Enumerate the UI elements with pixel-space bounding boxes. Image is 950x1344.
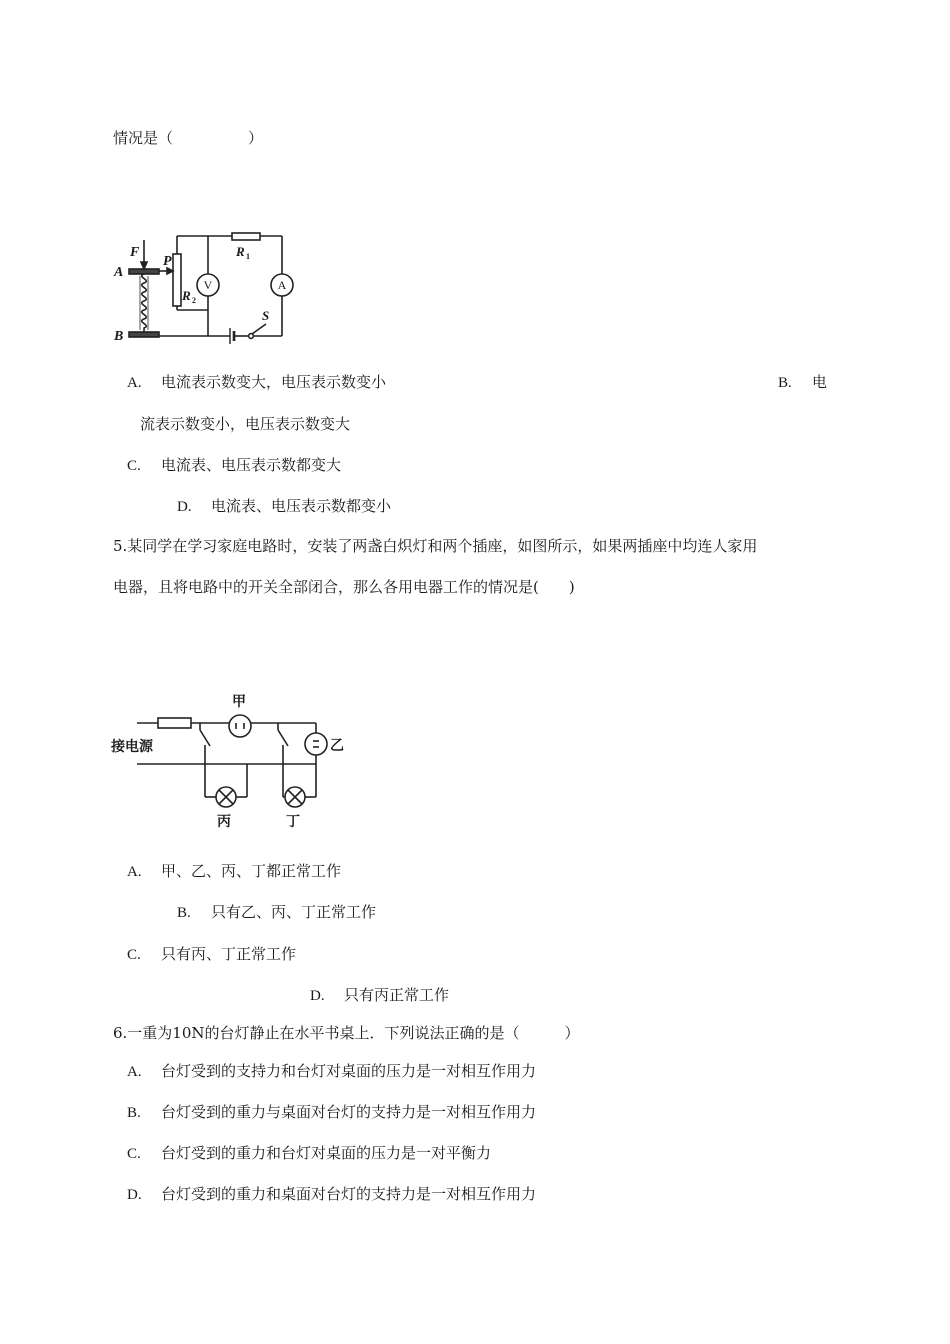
q4-circuit-diagram xyxy=(112,232,302,352)
q5-option-c: C. 只有丙、丁正常工作 xyxy=(127,945,297,963)
label-P: P xyxy=(163,254,172,269)
ammeter-label: A xyxy=(277,278,287,292)
label-lamp-bing: 丙 xyxy=(217,814,231,830)
q5-option-d: D. 只有丙正常工作 xyxy=(310,986,450,1004)
q6-option-d: D. 台灯受到的重力和桌面对台灯的支持力是一对相互作用力 xyxy=(127,1185,537,1203)
label-A: A xyxy=(114,265,124,280)
label-F: F xyxy=(130,245,140,260)
q4-stem-tail: 情况是（ ） xyxy=(113,129,264,147)
label-power-source: 接电源 xyxy=(111,739,153,755)
q6-option-a: A. 台灯受到的支持力和台灯对桌面的压力是一对相互作用力 xyxy=(127,1062,537,1080)
label-lamp-ding: 丁 xyxy=(286,814,300,830)
label-socket-yi: 乙 xyxy=(330,738,344,754)
q4-option-b: B. 电 xyxy=(778,373,828,391)
q4-option-d: D. 电流表、电压表示数都变小 xyxy=(177,497,392,515)
label-B: B xyxy=(114,329,124,344)
q4-option-c: C. 电流表、电压表示数都变大 xyxy=(127,456,342,474)
label-S: S xyxy=(262,308,270,323)
q6-stem: 6.一重为10N的台灯静止在水平书桌上．下列说法正确的是（ ） xyxy=(113,1024,580,1042)
q5-household-circuit-diagram xyxy=(110,690,350,835)
q5-stem-line2: 电器，且将电路中的开关全部闭合，那么各用电器工作的情况是( ) xyxy=(113,578,575,596)
label-R1: R xyxy=(236,244,245,259)
q6-option-b: B. 台灯受到的重力与桌面对台灯的支持力是一对相互作用力 xyxy=(127,1103,537,1121)
voltmeter-label: V xyxy=(203,278,213,292)
q5-stem-line1: 5.某同学在学习家庭电路时，安装了两盏白炽灯和两个插座，如图所示，如果两插座中均连人家用 xyxy=(113,537,758,555)
q4-option-a: A. 电流表示数变大，电压表示数变小 xyxy=(127,373,387,391)
q5-option-b: B. 只有乙、丙、丁正常工作 xyxy=(177,903,377,921)
label-R2-sub: 2 xyxy=(192,296,196,305)
label-socket-jia: 甲 xyxy=(232,694,246,710)
q4-option-b-continued: 流表示数变小，电压表示数变大 xyxy=(140,415,351,433)
label-R1-sub: 1 xyxy=(246,252,250,261)
label-R2: R xyxy=(182,288,191,303)
q5-option-a: A. 甲、乙、丙、丁都正常工作 xyxy=(127,862,342,880)
q6-option-c: C. 台灯受到的重力和台灯对桌面的压力是一对平衡力 xyxy=(127,1144,492,1162)
